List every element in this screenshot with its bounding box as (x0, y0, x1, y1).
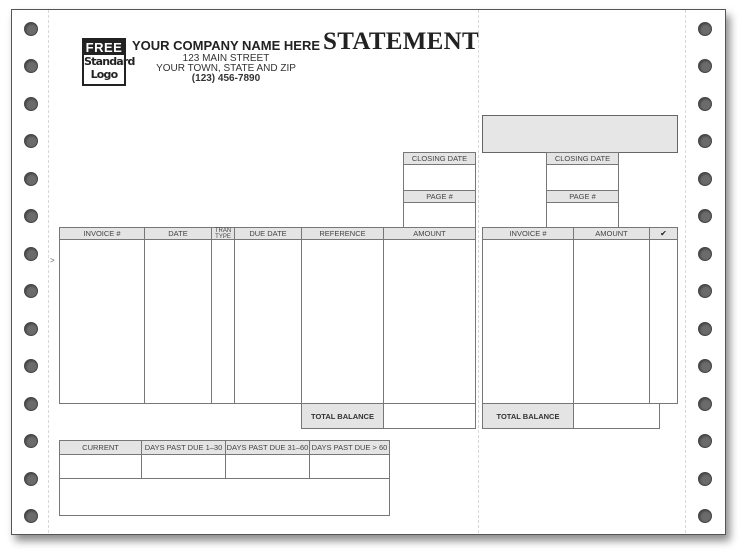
divider (225, 454, 226, 478)
address-city-state-zip: YOUR TOWN, STATE AND ZIP (156, 63, 296, 74)
tractor-feed-hole (698, 322, 712, 336)
tractor-feed-hole (698, 97, 712, 111)
main-page-label: PAGE # (403, 190, 476, 203)
tractor-feed-hole (24, 22, 38, 36)
divider (649, 239, 650, 404)
tractor-feed-hole (24, 247, 38, 261)
stub-closing-date-label: CLOSING DATE (546, 152, 619, 165)
page-title: STATEMENT (323, 28, 479, 55)
divider (141, 454, 142, 478)
tractor-feed-hole (698, 359, 712, 373)
aging-col-31-60: DAYS PAST DUE 31–60 (225, 440, 310, 455)
tractor-feed-hole (24, 434, 38, 448)
tractor-feed-hole (24, 134, 38, 148)
left-perforation (48, 10, 49, 533)
right-perforation (685, 10, 686, 533)
tractor-feed-hole (24, 397, 38, 411)
divider (301, 239, 302, 404)
tractor-feed-hole (698, 397, 712, 411)
col-reference: REFERENCE (301, 227, 384, 240)
stub-total-balance-label: TOTAL BALANCE (482, 403, 574, 429)
col-amount: AMOUNT (383, 227, 476, 240)
tractor-feed-hole (24, 97, 38, 111)
tractor-feed-hole (698, 509, 712, 523)
tran-type-line1: TRAN (214, 227, 232, 234)
divider (573, 239, 574, 404)
divider (234, 239, 235, 404)
divider (144, 239, 145, 404)
aging-col-1-30: DAYS PAST DUE 1–30 (141, 440, 226, 455)
company-phone: (123) 456-7890 (191, 73, 261, 84)
col-invoice-number: INVOICE # (59, 227, 145, 240)
aging-col-current: CURRENT (59, 440, 142, 455)
tractor-feed-hole (698, 434, 712, 448)
tractor-feed-hole (24, 472, 38, 486)
stub-col-check: ✔ (649, 227, 678, 240)
main-invoice-table (59, 227, 476, 404)
company-name: YOUR COMPANY NAME HERE (132, 38, 321, 53)
tractor-feed-hole (698, 22, 712, 36)
address-street: 123 MAIN STREET (182, 53, 270, 64)
tractor-feed-hole (698, 134, 712, 148)
stub-col-invoice-number: INVOICE # (482, 227, 574, 240)
tractor-feed-hole (24, 322, 38, 336)
col-due-date: DUE DATE (234, 227, 302, 240)
tractor-feed-hole (698, 172, 712, 186)
tractor-feed-hole (24, 509, 38, 523)
main-closing-date-label: CLOSING DATE (403, 152, 476, 165)
logo-free-label: FREE (85, 40, 123, 55)
stub-address-box (482, 115, 678, 153)
row-marker: > (50, 256, 55, 265)
tractor-feed-hole (698, 59, 712, 73)
divider (211, 239, 212, 404)
tractor-feed-hole (698, 209, 712, 223)
tractor-feed-hole (24, 172, 38, 186)
tran-type-line2: TYPE (215, 233, 231, 240)
divider (309, 454, 310, 478)
col-date: DATE (144, 227, 212, 240)
col-tran-type (211, 227, 235, 240)
divider (383, 239, 384, 404)
main-total-balance-label: TOTAL BALANCE (301, 403, 384, 429)
tractor-feed-hole (24, 209, 38, 223)
tractor-feed-hole (24, 284, 38, 298)
logo-standard-label: Standard (84, 55, 135, 68)
tractor-feed-hole (698, 247, 712, 261)
tractor-feed-hole (698, 284, 712, 298)
stub-page-label: PAGE # (546, 190, 619, 203)
divider (59, 478, 390, 479)
aging-col-over-60: DAYS PAST DUE > 60 (309, 440, 390, 455)
tractor-feed-hole (698, 472, 712, 486)
stub-col-amount: AMOUNT (573, 227, 650, 240)
standard-logo (82, 38, 135, 86)
logo-logo-label: Logo (90, 68, 118, 81)
tractor-feed-hole (24, 359, 38, 373)
middle-perforation (478, 10, 479, 533)
tractor-feed-hole (24, 59, 38, 73)
